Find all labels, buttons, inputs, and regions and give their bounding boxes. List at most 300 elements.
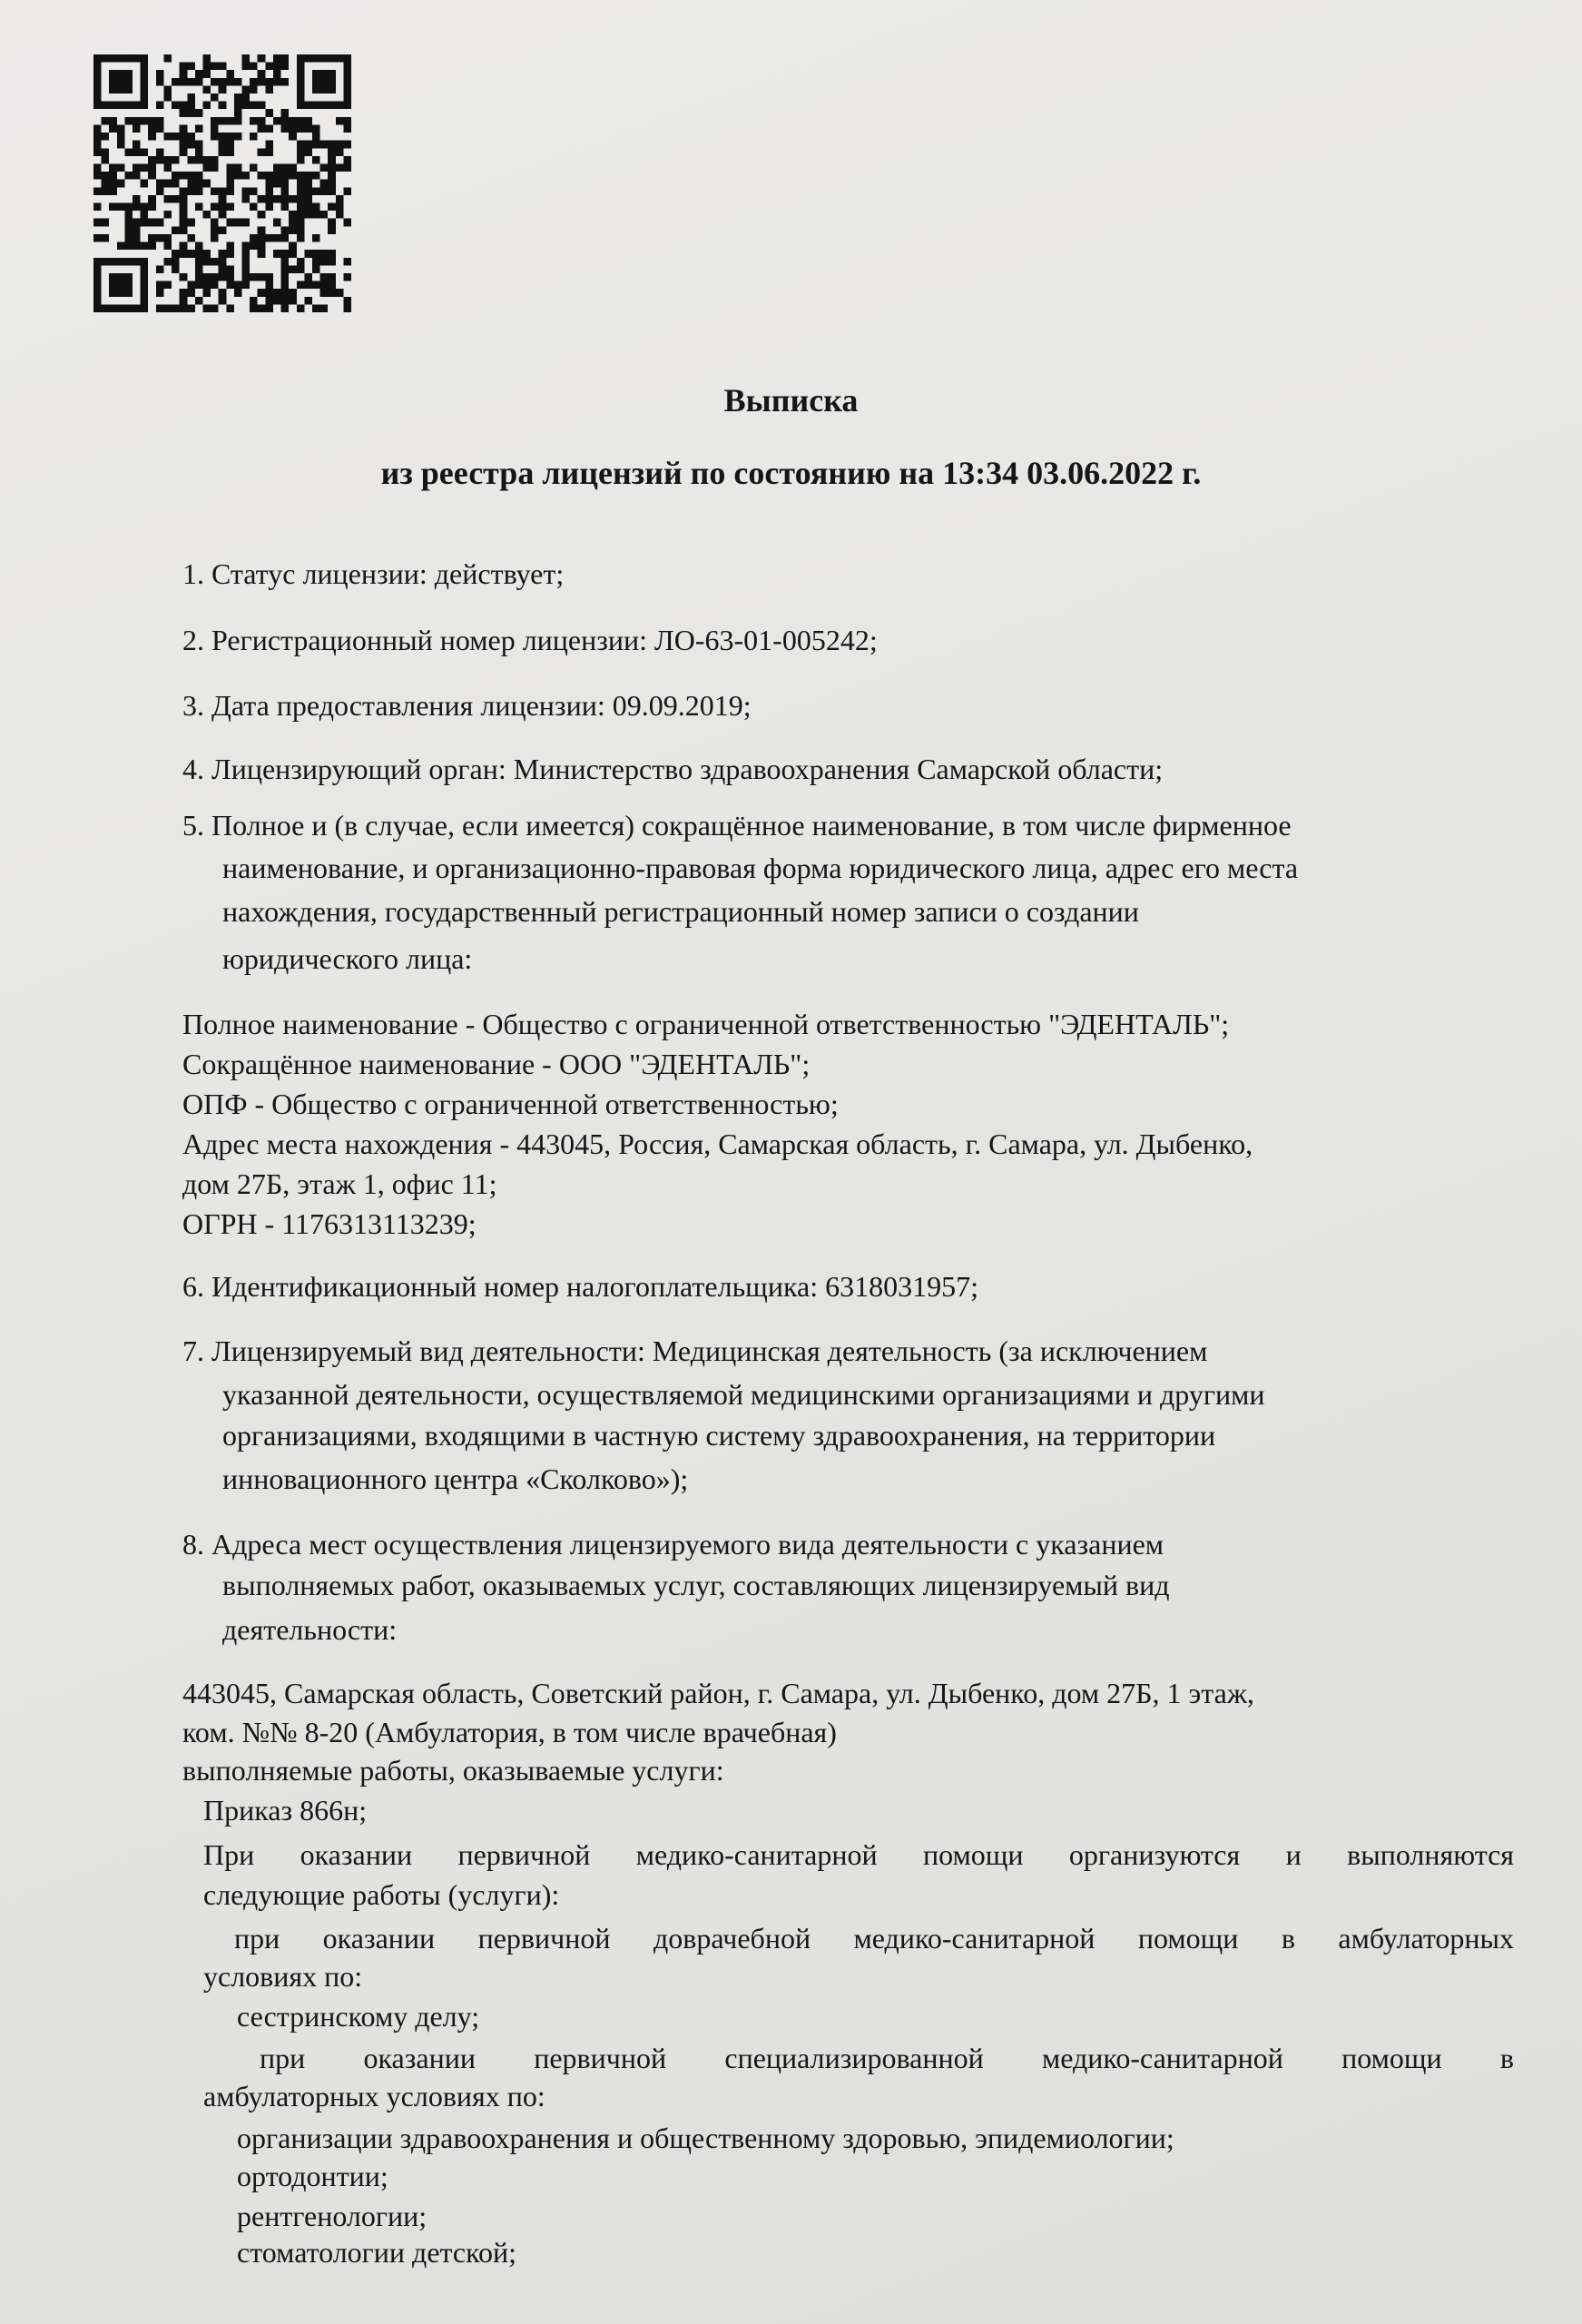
qr-module	[219, 211, 227, 219]
works-line: при оказании первичной доврачебной медико-санитарной помощи в амбулаторных	[234, 1922, 1514, 1955]
qr-module	[124, 70, 133, 78]
qr-module	[226, 133, 234, 141]
qr-module	[320, 70, 329, 78]
qr-module	[265, 234, 273, 242]
qr-module	[172, 258, 180, 266]
qr-module	[219, 85, 227, 94]
qr-module	[141, 289, 149, 297]
qr-module	[258, 211, 266, 219]
qr-module	[297, 172, 305, 180]
qr-module	[297, 281, 305, 290]
qr-module	[187, 141, 195, 149]
qr-module	[219, 148, 227, 156]
qr-module	[156, 124, 164, 133]
qr-module	[250, 63, 258, 71]
qr-module	[312, 250, 320, 258]
qr-module	[265, 148, 273, 156]
qr-module	[219, 117, 227, 125]
qr-module	[180, 109, 188, 117]
qr-module	[289, 172, 297, 180]
works-line: при оказании первичной специализированной медико-санитарной помощи в	[260, 2042, 1514, 2074]
qr-module	[141, 117, 149, 125]
qr-module	[141, 163, 149, 172]
qr-module	[187, 250, 195, 258]
qr-module	[195, 141, 203, 149]
qr-module	[320, 250, 329, 258]
qr-module	[281, 195, 290, 203]
qr-module	[242, 63, 251, 71]
qr-module	[273, 250, 281, 258]
qr-module	[202, 63, 211, 71]
qr-module	[141, 85, 149, 94]
qr-module	[211, 117, 219, 125]
qr-module	[312, 265, 320, 273]
qr-module	[156, 117, 164, 125]
qr-module	[141, 102, 149, 110]
qr-module	[195, 250, 203, 258]
qr-module	[141, 148, 149, 156]
qr-module	[109, 258, 117, 266]
qr-module	[297, 304, 305, 312]
qr-module	[202, 258, 211, 266]
qr-module	[250, 78, 258, 86]
qr-module	[172, 195, 180, 203]
qr-module	[328, 226, 336, 234]
qr-module	[328, 70, 336, 78]
qr-module	[265, 172, 273, 180]
qr-module	[242, 187, 251, 195]
qr-module	[273, 297, 281, 305]
qr-module	[211, 273, 219, 281]
qr-module	[124, 234, 133, 242]
qr-module	[289, 289, 297, 297]
qr-module	[242, 265, 251, 273]
qr-module	[234, 281, 242, 290]
qr-module	[180, 250, 188, 258]
qr-module	[187, 219, 195, 227]
qr-module	[242, 195, 251, 203]
qr-module	[109, 102, 117, 110]
qr-module	[148, 156, 156, 164]
qr-module	[265, 63, 273, 71]
qr-module	[336, 117, 344, 125]
qr-module	[328, 250, 336, 258]
activity-address: 443045, Самарская область, Советский район, г. Самара, ул. Дыбенко, дом 27Б, 1 этаж,	[182, 1677, 1254, 1709]
qr-module	[219, 265, 227, 273]
qr-module	[320, 281, 329, 290]
qr-module	[297, 85, 305, 94]
qr-module	[242, 250, 251, 258]
qr-module	[281, 273, 290, 281]
qr-module	[219, 273, 227, 281]
qr-module	[93, 203, 102, 212]
qr-module	[250, 297, 258, 305]
qr-module	[343, 163, 351, 172]
qr-module	[328, 85, 336, 94]
qr-module	[117, 102, 125, 110]
qr-module	[195, 70, 203, 78]
works-line: следующие работы (услуги):	[203, 1878, 560, 1911]
qr-module	[281, 54, 290, 63]
qr-module	[172, 172, 180, 180]
qr-module	[195, 258, 203, 266]
qr-module	[148, 124, 156, 133]
qr-module	[163, 54, 172, 63]
qr-module	[297, 63, 305, 71]
qr-module	[297, 219, 305, 227]
qr-module	[250, 133, 258, 141]
qr-module	[242, 102, 251, 110]
qr-module	[226, 70, 234, 78]
qr-module	[312, 203, 320, 212]
qr-module	[102, 133, 110, 141]
qr-module	[117, 70, 125, 78]
qr-module	[265, 304, 273, 312]
qr-module	[180, 195, 188, 203]
qr-module	[141, 265, 149, 273]
qr-module	[141, 78, 149, 86]
qr-module	[102, 117, 110, 125]
qr-module	[172, 304, 180, 312]
item-7-line: инновационного центра «Сколково»);	[222, 1462, 689, 1495]
qr-module	[289, 117, 297, 125]
qr-module	[281, 265, 290, 273]
qr-module	[297, 124, 305, 133]
qr-module	[109, 273, 117, 281]
qr-module	[93, 54, 102, 63]
item-5-line: 5. Полное и (в случае, если имеется) сокращённое наименование, в том числе фирменное	[182, 809, 1292, 842]
qr-module	[219, 102, 227, 110]
qr-module	[320, 54, 329, 63]
item-7-line: 7. Лицензируемый вид деятельности: Медицинская деятельность (за исключением	[182, 1334, 1208, 1367]
qr-module	[219, 258, 227, 266]
qr-module	[312, 102, 320, 110]
qr-module	[148, 195, 156, 203]
qr-module	[226, 242, 234, 251]
qr-module	[163, 281, 172, 290]
qr-module	[258, 242, 266, 251]
qr-module	[156, 304, 164, 312]
qr-module	[195, 109, 203, 117]
works-heading: выполняемые работы, оказываемые услуги:	[182, 1754, 724, 1787]
qr-module	[265, 187, 273, 195]
qr-module	[336, 141, 344, 149]
qr-module	[250, 85, 258, 94]
qr-module	[265, 281, 273, 290]
qr-module	[297, 102, 305, 110]
qr-module	[250, 304, 258, 312]
qr-module	[281, 203, 290, 212]
qr-module	[102, 156, 110, 164]
qr-module	[133, 54, 141, 63]
qr-module	[320, 180, 329, 188]
qr-module	[226, 273, 234, 281]
qr-module	[297, 117, 305, 125]
qr-module	[234, 78, 242, 86]
qr-module	[258, 78, 266, 86]
qr-module	[242, 242, 251, 251]
qr-module	[180, 141, 188, 149]
qr-module	[250, 273, 258, 281]
qr-module	[117, 304, 125, 312]
qr-module	[336, 195, 344, 203]
qr-module	[320, 141, 329, 149]
qr-module	[336, 163, 344, 172]
qr-module	[180, 211, 188, 219]
qr-module	[226, 250, 234, 258]
qr-module	[163, 234, 172, 242]
qr-module	[187, 94, 195, 102]
qr-module	[312, 156, 320, 164]
qr-module	[343, 117, 351, 125]
qr-module	[242, 281, 251, 290]
qr-module	[211, 163, 219, 172]
qr-module	[202, 163, 211, 172]
qr-module	[195, 273, 203, 281]
qr-module	[124, 219, 133, 227]
qr-module	[141, 242, 149, 251]
qr-module	[93, 133, 102, 141]
qr-module	[273, 78, 281, 86]
qr-module	[343, 70, 351, 78]
qr-module	[343, 63, 351, 71]
qr-module	[93, 219, 102, 227]
item-license-date: 3. Дата предоставления лицензии: 09.09.2019;	[182, 689, 752, 722]
qr-module	[242, 258, 251, 266]
qr-module	[195, 203, 203, 212]
qr-module	[242, 219, 251, 227]
item-8-line: выполняемых работ, оказываемых услуг, составляющих лицензируемый вид	[222, 1569, 1170, 1601]
qr-module	[312, 78, 320, 86]
works-line: организации здравоохранения и общественному здоровью, эпидемиологии;	[237, 2122, 1174, 2154]
qr-module	[250, 242, 258, 251]
qr-module	[234, 219, 242, 227]
qr-module	[133, 219, 141, 227]
qr-module	[265, 195, 273, 203]
qr-module	[156, 70, 164, 78]
qr-module	[320, 304, 329, 312]
qr-module	[109, 187, 117, 195]
qr-module	[93, 281, 102, 290]
qr-module	[281, 234, 290, 242]
qr-module	[202, 211, 211, 219]
item-5-line: наименование, и организационно-правовая форма юридического лица, адрес его места	[222, 852, 1299, 884]
qr-module	[148, 203, 156, 212]
qr-module	[281, 250, 290, 258]
qr-module	[281, 163, 290, 172]
qr-module	[133, 124, 141, 133]
qr-module	[328, 258, 336, 266]
qr-module	[133, 234, 141, 242]
qr-module	[172, 265, 180, 273]
qr-module	[336, 54, 344, 63]
qr-module	[211, 133, 219, 141]
qr-module	[312, 281, 320, 290]
qr-module	[265, 141, 273, 149]
qr-module	[219, 250, 227, 258]
qr-module	[219, 133, 227, 141]
qr-module	[312, 124, 320, 133]
qr-module	[124, 102, 133, 110]
qr-module	[163, 304, 172, 312]
qr-module	[343, 94, 351, 102]
qr-module	[328, 172, 336, 180]
qr-module	[133, 304, 141, 312]
qr-module	[297, 54, 305, 63]
qr-module	[93, 124, 102, 133]
qr-module	[93, 102, 102, 110]
qr-module	[133, 242, 141, 251]
qr-module	[195, 156, 203, 164]
qr-module	[109, 289, 117, 297]
qr-module	[234, 109, 242, 117]
qr-module	[180, 289, 188, 297]
qr-module	[141, 94, 149, 102]
works-line: При оказании первичной медико-санитарной помощи организуются и выполняются	[203, 1838, 1514, 1871]
qr-module	[195, 242, 203, 251]
qr-module	[187, 102, 195, 110]
qr-module	[93, 148, 102, 156]
qr-module	[124, 172, 133, 180]
qr-module	[117, 289, 125, 297]
qr-module	[281, 117, 290, 125]
qr-module	[226, 163, 234, 172]
qr-module	[180, 63, 188, 71]
qr-module	[297, 70, 305, 78]
qr-module	[312, 234, 320, 242]
qr-module	[289, 219, 297, 227]
qr-module	[343, 219, 351, 227]
qr-module	[258, 70, 266, 78]
qr-module	[195, 124, 203, 133]
qr-module	[297, 226, 305, 234]
qr-module	[180, 297, 188, 305]
qr-module	[141, 297, 149, 305]
qr-module	[156, 102, 164, 110]
qr-module	[163, 242, 172, 251]
qr-module	[202, 156, 211, 164]
qr-module	[273, 117, 281, 125]
qr-module	[343, 297, 351, 305]
qr-module	[141, 304, 149, 312]
qr-module	[320, 78, 329, 86]
qr-module	[187, 304, 195, 312]
qr-module	[148, 133, 156, 141]
qr-module	[226, 117, 234, 125]
qr-module	[124, 258, 133, 266]
qr-module	[273, 234, 281, 242]
qr-module	[141, 180, 149, 188]
qr-module	[312, 258, 320, 266]
qr-module	[211, 187, 219, 195]
qr-module	[304, 124, 312, 133]
qr-module	[219, 78, 227, 86]
qr-module	[328, 187, 336, 195]
qr-module	[242, 94, 251, 102]
qr-module	[180, 187, 188, 195]
qr-module	[187, 63, 195, 71]
qr-module	[304, 54, 312, 63]
qr-module	[172, 133, 180, 141]
qr-module	[109, 78, 117, 86]
qr-module	[265, 124, 273, 133]
qr-module	[202, 273, 211, 281]
qr-module	[180, 124, 188, 133]
item-7-line: организациями, входящими в частную систему здравоохранения, на территории	[222, 1419, 1216, 1452]
qr-module	[187, 281, 195, 290]
qr-module	[156, 289, 164, 297]
qr-module	[343, 54, 351, 63]
qr-module	[289, 124, 297, 133]
qr-code-icon	[93, 52, 351, 315]
org-full-name: Полное наименование - Общество с ограниченной ответственностью "ЭДЕНТАЛЬ";	[182, 1008, 1230, 1040]
qr-module	[265, 273, 273, 281]
qr-module	[273, 63, 281, 71]
qr-module	[148, 163, 156, 172]
qr-module	[187, 234, 195, 242]
qr-module	[202, 85, 211, 94]
qr-module	[297, 148, 305, 156]
qr-module	[258, 273, 266, 281]
org-short-name: Сокращённое наименование - ООО "ЭДЕНТАЛЬ";	[182, 1048, 811, 1080]
qr-module	[265, 289, 273, 297]
qr-module	[195, 78, 203, 86]
qr-module	[258, 250, 266, 258]
qr-module	[202, 180, 211, 188]
qr-module	[93, 297, 102, 305]
works-line: ортодонтии;	[237, 2160, 388, 2192]
qr-module	[219, 203, 227, 212]
qr-module	[234, 102, 242, 110]
qr-module	[124, 54, 133, 63]
qr-module	[109, 85, 117, 94]
qr-module	[109, 180, 117, 188]
qr-module	[258, 289, 266, 297]
qr-module	[211, 156, 219, 164]
qr-module	[93, 187, 102, 195]
qr-module	[281, 226, 290, 234]
qr-module	[226, 219, 234, 227]
qr-module	[297, 211, 305, 219]
qr-module	[234, 289, 242, 297]
qr-module	[281, 63, 290, 71]
qr-module	[219, 289, 227, 297]
qr-module	[250, 102, 258, 110]
qr-module	[124, 148, 133, 156]
qr-module	[195, 281, 203, 290]
qr-module	[102, 258, 110, 266]
qr-module	[343, 78, 351, 86]
qr-module	[141, 281, 149, 290]
qr-module	[336, 211, 344, 219]
qr-module	[109, 172, 117, 180]
qr-module	[172, 180, 180, 188]
qr-module	[234, 94, 242, 102]
qr-module	[289, 226, 297, 234]
qr-module	[211, 281, 219, 290]
qr-module	[304, 297, 312, 305]
qr-module	[117, 273, 125, 281]
qr-module	[187, 187, 195, 195]
qr-module	[289, 163, 297, 172]
qr-module	[195, 172, 203, 180]
qr-module	[336, 203, 344, 212]
qr-module	[156, 148, 164, 156]
qr-module	[211, 226, 219, 234]
qr-module	[234, 117, 242, 125]
qr-module	[343, 258, 351, 266]
qr-module	[234, 172, 242, 180]
